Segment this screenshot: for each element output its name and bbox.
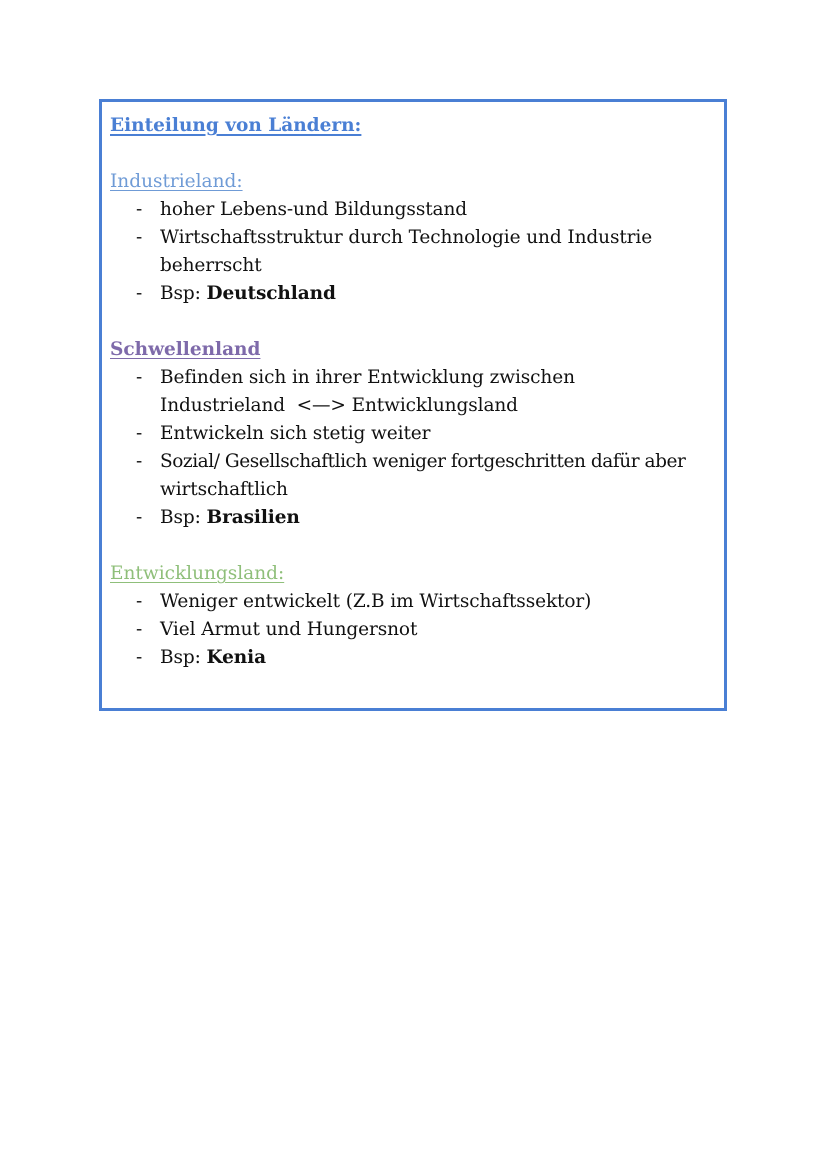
list-item [110, 420, 720, 448]
bullet-dash: - [136, 283, 143, 304]
example-country: Deutschland [206, 283, 336, 304]
list-item [110, 448, 720, 504]
item-text: Entwickeln sich stetig weiter [160, 423, 431, 444]
list-item [110, 364, 720, 420]
list-entwicklungsland [110, 588, 720, 672]
item-text: Befinden sich in ihrer Entwicklung zwischen [160, 367, 575, 388]
item-text: Wirtschaftsstruktur durch Technologie und Industrie [160, 227, 653, 248]
document-content [110, 112, 720, 672]
bullet-dash: - [136, 619, 143, 640]
list-schwellenland [110, 364, 720, 532]
list-item [110, 504, 720, 532]
example-prefix: Bsp: [160, 283, 207, 304]
section-heading-schwellenland: Schwellenland [110, 339, 261, 360]
example-prefix: Bsp: [160, 507, 207, 528]
list-item [110, 616, 720, 644]
section-heading-entwicklungsland: Entwicklungsland: [110, 563, 285, 584]
bullet-dash: - [136, 591, 143, 612]
list-item [110, 196, 720, 224]
item-text: Viel Armut und Hungersnot [160, 619, 418, 640]
document-title: Einteilung von Ländern: [110, 115, 362, 136]
content-box [99, 99, 727, 711]
item-text-continued: beherrscht [160, 255, 262, 276]
item-text-continued: Industrieland <—> Entwicklungsland [160, 395, 518, 416]
section-heading-industrieland: Industrieland: [110, 171, 243, 192]
list-item [110, 280, 720, 308]
list-industrieland [110, 196, 720, 308]
bullet-dash: - [136, 451, 143, 472]
spacer [110, 532, 720, 560]
bullet-dash: - [136, 367, 143, 388]
bullet-dash: - [136, 199, 143, 220]
item-text: Weniger entwickelt (Z.B im Wirtschaftssektor) [160, 591, 592, 612]
item-text: Sozial/ Gesellschaftlich weniger fortgeschritten dafür aber [160, 451, 686, 472]
list-item [110, 588, 720, 616]
item-text-continued: wirtschaftlich [160, 479, 288, 500]
bullet-dash: - [136, 423, 143, 444]
list-item [110, 644, 720, 672]
spacer [110, 308, 720, 336]
item-text: hoher Lebens-und Bildungsstand [160, 199, 468, 220]
bullet-dash: - [136, 507, 143, 528]
list-item [110, 224, 720, 280]
example-country: Kenia [206, 647, 266, 668]
example-country: Brasilien [206, 507, 300, 528]
bullet-dash: - [136, 227, 143, 248]
example-prefix: Bsp: [160, 647, 207, 668]
spacer [110, 140, 720, 168]
bullet-dash: - [136, 647, 143, 668]
